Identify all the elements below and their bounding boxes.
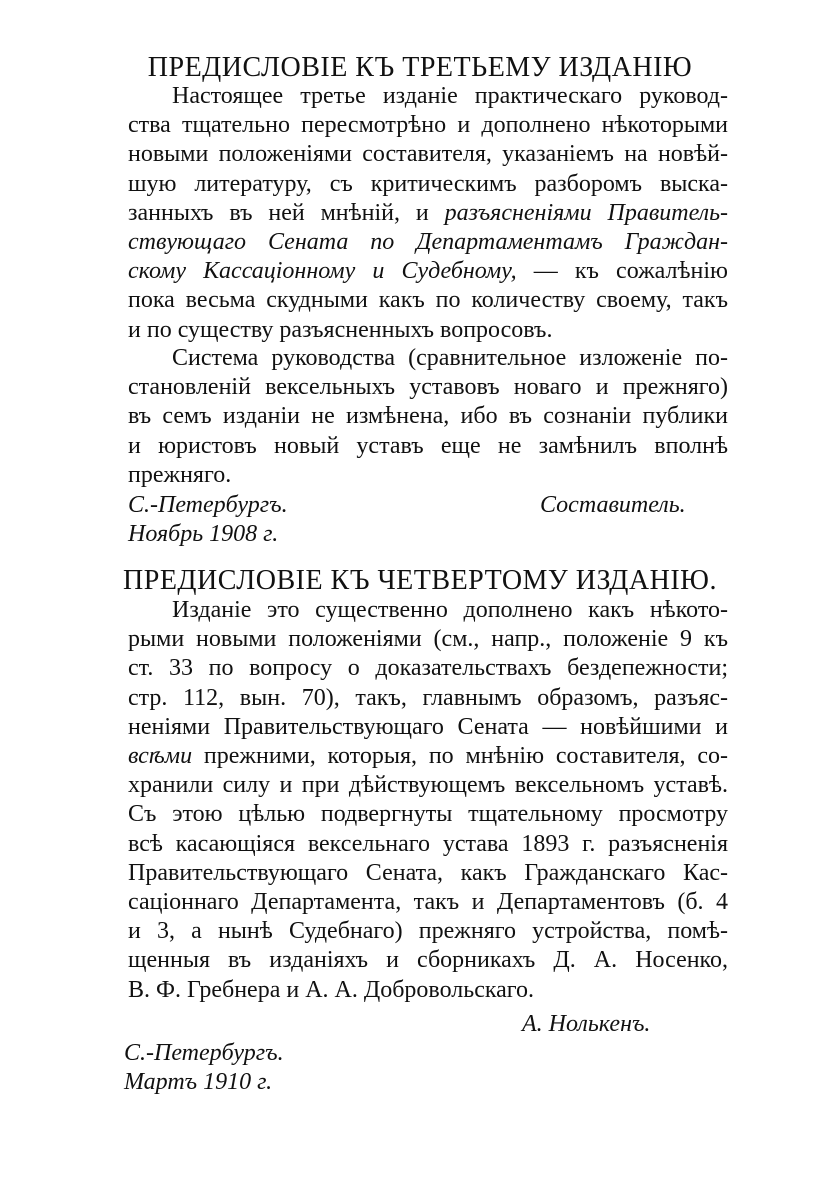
place-signature-1: С.-Петербургъ.	[128, 492, 288, 518]
italic-text-run: разъясненіями Правитель-	[444, 199, 729, 226]
text-line: и 3, а нынѣ Судебнаго) прежняго устройства, помѣ-	[128, 918, 728, 945]
paragraph-third-edition-1	[128, 82, 728, 345]
text-line: Правительствующаго Сената, какъ Гражданскаго Кас-	[128, 859, 728, 886]
date-signature-2: Мартъ 1910 г.	[124, 1069, 273, 1095]
text-line: всѣ касающіяся вексельнаго устава 1893 г. разъясненія	[128, 830, 728, 857]
text-run: занныхъ въ ней мнѣній, и	[128, 199, 445, 226]
text-line: въ семъ изданіи не измѣнена, ибо въ сознаніи публики	[128, 403, 728, 430]
text-line: пока весьма скудными какъ по количеству своему, такъ	[128, 287, 728, 314]
section-title-third-edition: ПРЕДИСЛОВІЕ КЪ ТРЕТЬЕМУ ИЗДАНІЮ	[147, 52, 693, 83]
text-line: рыми новыми положеніями (см., напр., положеніе 9 къ	[128, 626, 728, 653]
paragraph-fourth-edition	[128, 596, 728, 1005]
author-signature-2: А. Нолькенъ.	[522, 1011, 651, 1037]
date-signature-1: Ноябрь 1908 г.	[128, 521, 279, 547]
text-line: ст. 33 по вопросу о доказательствахъ бездепежности;	[128, 655, 728, 682]
text-line: неніями Правительствующаго Сената — новѣйшими и	[128, 713, 728, 740]
section-title-fourth-edition: ПРЕДИСЛОВІЕ КЪ ЧЕТВЕРТОМУ ИЗДАНІЮ.	[123, 565, 717, 596]
text-line	[128, 257, 728, 286]
text-line: новыми положеніями составителя, указаніемъ на новѣй-	[128, 141, 728, 168]
place-signature-2: С.-Петербургъ.	[124, 1040, 284, 1066]
text-line: становленій вексельныхъ уставовъ новаго и прежняго)	[128, 374, 728, 401]
text-run: прежними, которыя, по мнѣнію составителя, со-	[192, 743, 728, 770]
text-line: саціоннаго Департамента, такъ и Департаментовъ (б. 4	[128, 889, 728, 916]
text-line	[128, 742, 728, 771]
text-line: В. Ф. Гребнера и А. А. Добровольскаго.	[128, 976, 535, 1003]
text-line: и по существу разъясненныхъ вопросовъ.	[128, 316, 553, 343]
italic-text-line: ствующаго Сената по Департаментамъ Граждан-	[128, 229, 728, 256]
text-line: Настоящее третье изданіе практическаго руковод-	[172, 83, 728, 109]
text-run: — къ сожалѣнію	[516, 258, 728, 285]
text-line: стр. 112, вын. 70), такъ, главнымъ образомъ, разъяс-	[128, 684, 728, 711]
italic-text-run: всѣми	[128, 743, 193, 770]
text-line: хранили силу и при дѣйствующемъ вексельномъ уставѣ.	[128, 772, 728, 799]
text-line: шую литературу, съ критическимъ разборомъ выска-	[128, 170, 728, 197]
text-line: прежняго.	[128, 461, 232, 488]
paragraph-third-edition-2	[128, 344, 728, 490]
text-line: и юристовъ новый уставъ еще не замѣнилъ вполнѣ	[128, 432, 728, 459]
text-line: Изданіе это существенно дополнено какъ нѣкото-	[172, 597, 728, 623]
text-line: ства тщательно пересмотрѣно и дополнено нѣкоторыми	[128, 112, 728, 139]
text-line	[128, 199, 728, 228]
text-line: щенныя въ изданіяхъ и сборникахъ Д. А. Носенко,	[128, 947, 728, 974]
text-line: Съ этою цѣлью подвергнуты тщательному просмотру	[128, 801, 728, 828]
author-signature-1: Составитель.	[540, 492, 686, 518]
italic-text-run: скому Кассаціонному и Судебному,	[128, 258, 517, 285]
text-line: Система руководства (сравнительное изложеніе по-	[172, 345, 728, 371]
